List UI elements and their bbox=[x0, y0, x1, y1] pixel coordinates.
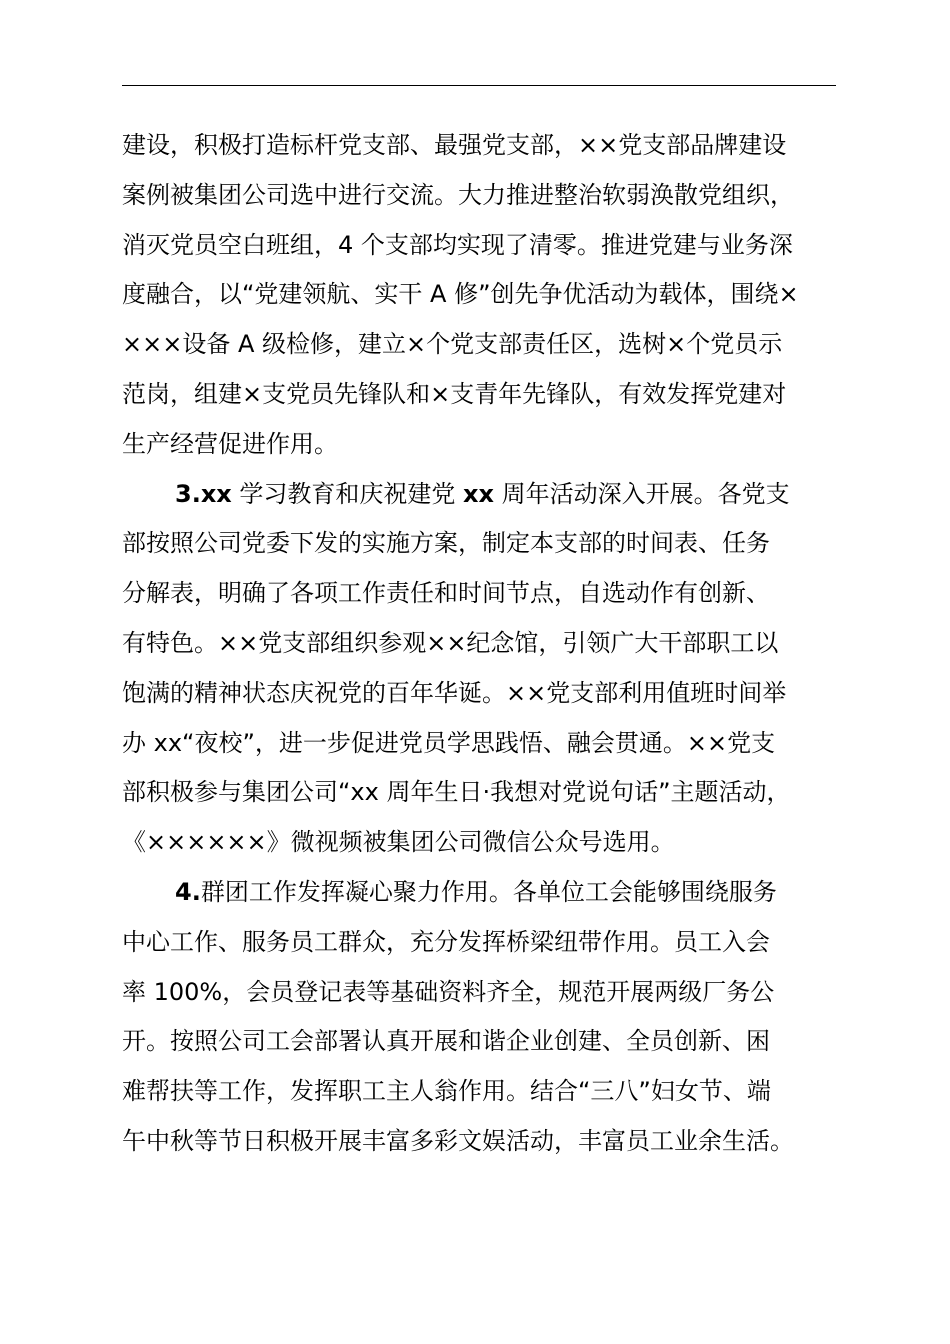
text-line: 饱满的精神状态庆祝党的百年华诞。××党支部利用值班时间举 bbox=[122, 678, 787, 707]
text-line: 分解表，明确了各项工作责任和时间节点，自选动作有创新、 bbox=[122, 579, 770, 608]
heading-bold-text: xx bbox=[463, 479, 495, 508]
text-line: 消灭党员空白班组，4 个支部均实现了清零。推进党建与业务深 bbox=[122, 230, 793, 259]
text-line: 部积极参与集团公司“xx 周年生日·我想对党说句话”主题活动， bbox=[122, 778, 791, 807]
text-line: 中心工作、服务员工群众，充分发挥桥梁纽带作用。员工入会 bbox=[122, 927, 770, 956]
heading-rest: 周年活动深入开展。各党支 bbox=[494, 479, 790, 508]
header-rule bbox=[122, 85, 836, 86]
text-line: 案例被集团公司选中进行交流。大力推进整治软弱涣散党组织， bbox=[122, 180, 794, 209]
paragraph-2 bbox=[122, 470, 862, 868]
text-line: 开。按照公司工会部署认真开展和谐企业创建、全员创新、困 bbox=[122, 1027, 770, 1056]
section-number: 3.xx bbox=[175, 479, 232, 508]
section-number: 4. bbox=[175, 877, 201, 906]
heading-rest: 群团工作发挥凝心聚力作用。各单位工会能够围绕服务 bbox=[200, 877, 777, 906]
text-line: 《××××××》微视频被集团公司微信公众号选用。 bbox=[122, 828, 675, 857]
paragraph-3 bbox=[122, 868, 862, 1167]
text-line: ×××设备 A 级检修，建立×个党支部责任区，选树×个党员示 bbox=[122, 330, 783, 359]
paragraph-2-first-line bbox=[122, 470, 862, 520]
text-line: 难帮扶等工作，发挥职工主人翁作用。结合“三八”妇女节、端 bbox=[122, 1077, 771, 1106]
text-line: 度融合，以“党建领航、实干 A 修”创先争优活动为载体，围绕× bbox=[122, 280, 799, 309]
paragraph-1 bbox=[122, 121, 862, 470]
text-line: 建设，积极打造标杆党支部、最强党支部，××党支部品牌建设 bbox=[122, 131, 787, 159]
text-line: 办 xx“夜校”，进一步促进党员学思践悟、融会贯通。××党支 bbox=[122, 728, 776, 757]
text-line: 生产经营促进作用。 bbox=[122, 429, 338, 458]
paragraph-3-first-line bbox=[122, 868, 862, 918]
document-body bbox=[122, 121, 862, 1167]
text-line: 范岗，组建×支党员先锋队和×支青年先锋队，有效发挥党建对 bbox=[122, 379, 787, 408]
heading-text: 学习教育和庆祝建党 bbox=[231, 479, 464, 508]
text-line: 有特色。××党支部组织参观××纪念馆，引领广大干部职工以 bbox=[122, 628, 779, 657]
text-line: 午中秋等节日积极开展丰富多彩文娱活动，丰富员工业余生活。 bbox=[122, 1126, 794, 1155]
text-line: 率 100%，会员登记表等基础资料齐全，规范开展两级厂务公 bbox=[122, 977, 775, 1006]
text-line: 部按照公司党委下发的实施方案，制定本支部的时间表、任务 bbox=[122, 529, 770, 558]
